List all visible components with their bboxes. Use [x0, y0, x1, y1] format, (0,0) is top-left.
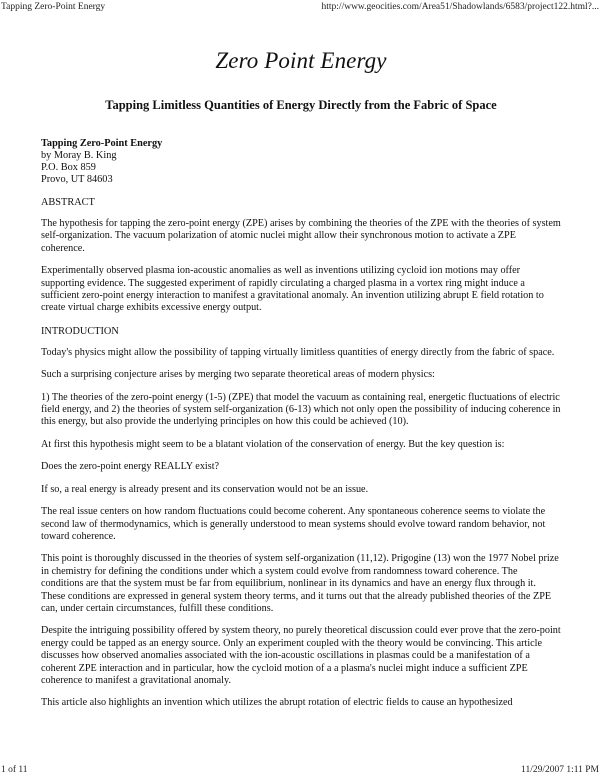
intro-paragraph: Does the zero-point energy REALLY exist?: [41, 461, 220, 473]
document-subtitle: Tapping Limitless Quantities of Energy Directly from the Fabric of Space: [105, 98, 497, 112]
intro-paragraph: At first this hypothesis might seem to be a blatant violation of the conservation of energy. But the key question is:: [41, 438, 505, 450]
intro-paragraph: The real issue centers on how random fluctuations could become coherent. Any spontaneous coherence seems to violate the second law of thermodynamics, which is generally understood to mean systems should evolve toward random behavior, not toward coherence.: [41, 506, 546, 542]
author-name: by Moray B. King: [41, 150, 117, 161]
author-po-box: P.O. Box 859: [41, 162, 96, 173]
page-url: http://www.geocities.com/Area51/Shadowlands/6583/project122.html?...: [321, 2, 599, 12]
intro-paragraph: This point is thoroughly discussed in the theories of system self-organization (11,12). Prigogine (13) won the 1977 Nobel prize in chemistry for defining the conditions under which a system could evolve from randomness toward coherence. The conditions are that the system must be far from equilibrium, nonlinear in its dynamics and have an energy flux through it. These conditions are expressed in general system theory terms, and it turns out that the already published theories of the ZPE can, under certain circumstances, fulfill these conditions.: [41, 553, 559, 614]
intro-paragraph: This article also highlights an invention which utilizes the abrupt rotation of electric fields to cause an hypothesized: [41, 697, 513, 709]
browser-page-title: Tapping Zero-Point Energy: [1, 2, 106, 12]
document-body: [41, 48, 561, 710]
abstract-heading: ABSTRACT: [41, 197, 95, 208]
article-heading: Tapping Zero-Point Energy: [41, 138, 163, 149]
intro-paragraph: Today's physics might allow the possibility of tapping virtually limitless quantities of energy directly from the fabric of space.: [41, 346, 555, 358]
abstract-paragraph: Experimentally observed plasma ion-acoustic anomalies as well as inventions utilizing cycloid ion motions may offer supporting evidence. The suggested experiment of rapidly circulating a charged plasma in a vortex ring might induce a sufficient zero-point energy interaction to manifest a gravitational anomaly. An invention utilizing abrupt E field rotation to create virtual charge exhibits excessive energy output.: [41, 265, 544, 314]
abstract-paragraph: The hypothesis for tapping the zero-point energy (ZPE) arises by combining the theories of the ZPE with the theories of system self-organization. The vacuum polarization of atomic nuclei might allow their synchronous motion to activate a ZPE coherence.: [41, 218, 561, 254]
intro-paragraph: 1) The theories of the zero-point energy (1-5) (ZPE) that model the vacuum as containing real, energetic fluctuations of electric field energy, and 2) the theories of system self-organization (6-13) which not only open the possibility of inducing coherence in this energy, but also provide the underlying principles on how this could be achieved (10).: [41, 391, 561, 428]
introduction-heading: INTRODUCTION: [41, 325, 119, 337]
page-counter: 1 of 11: [1, 765, 28, 775]
author-block: [41, 138, 561, 186]
author-city: Provo, UT 84603: [41, 174, 113, 185]
print-timestamp: 11/29/2007 1:11 PM: [521, 765, 599, 775]
intro-paragraph: Despite the intriguing possibility offered by system theory, no purely theoretical discussion could ever prove that the zero-point energy could be tapped as an energy source. Only an experiment coupled with the theory would be convincing. This article discusses how observed anomalies associated with the ion-acoustic oscillations in plasmas could be a manifestation of a coherent ZPE interaction and in particular, how the cycloid motion of a a plasma's nuclei might induce a sufficient ZPE coherence to manifest a gravitational anomaly.: [41, 625, 561, 686]
intro-paragraph: Such a surprising conjecture arises by merging two separate theoretical areas of modern physics:: [41, 369, 435, 381]
document-title: Zero Point Energy: [215, 48, 387, 73]
intro-paragraph: If so, a real energy is already present and its conservation would not be an issue.: [41, 483, 369, 495]
